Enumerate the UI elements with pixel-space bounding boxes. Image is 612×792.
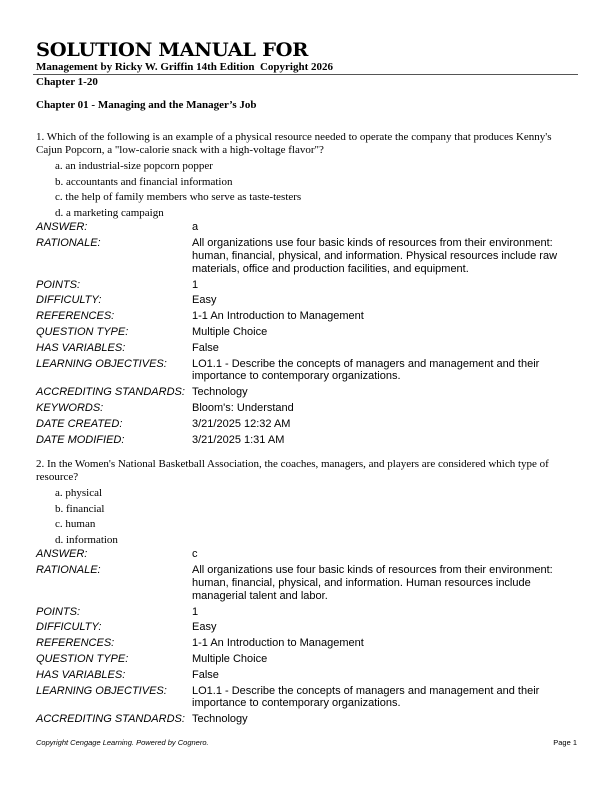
question-text: 2. In the Women's National Basketball Association, the coaches, managers, and players are considered which type of resource?	[36, 458, 549, 483]
choice-a: a. an industrial-size popcorn popper	[55, 160, 213, 172]
question-metadata	[36, 221, 576, 446]
choice-b: b. accountants and financial information	[55, 175, 233, 188]
chapter-range: Chapter 1-20	[36, 76, 98, 88]
choice-d: d. a marketing campaign	[55, 206, 164, 219]
meta-accrediting-standards: ACCREDITING STANDARDS: Technology	[36, 386, 248, 399]
meta-question-type: QUESTION TYPE: Multiple Choice	[36, 325, 268, 338]
meta-rationale: RATIONALE: All organizations use four basic kinds of resources from their environment: human, financial, physical, and information. Physical resources include raw materials, office and production facilities, and equipment.	[36, 237, 558, 275]
meta-has-variables: HAS VARIABLES: False	[36, 668, 219, 681]
question-1	[36, 131, 576, 446]
meta-references: REFERENCES: 1-1 An Introduction to Management	[36, 637, 364, 650]
meta-question-type: QUESTION TYPE: Multiple Choice	[36, 652, 268, 665]
meta-learning-objectives: LEARNING OBJECTIVES: LO1.1 - Describe the concepts of managers and management and their importance to contemporary organizations.	[36, 684, 540, 710]
meta-difficulty: DIFFICULTY: Easy	[36, 294, 217, 307]
meta-has-variables: HAS VARIABLES: False	[36, 341, 219, 354]
header-rule	[33, 74, 578, 75]
meta-accrediting-standards: ACCREDITING STANDARDS: Technology	[36, 713, 248, 726]
choice-c: c. human	[55, 518, 96, 531]
meta-learning-objectives: LEARNING OBJECTIVES: LO1.1 - Describe the concepts of managers and management and their importance to contemporary organizations.	[36, 357, 540, 383]
question-2	[36, 458, 576, 726]
choice-b: b. financial	[55, 502, 105, 515]
meta-keywords: KEYWORDS: Bloom's: Understand	[36, 401, 294, 414]
page-number: Page 1	[553, 738, 577, 747]
answer-choices	[36, 486, 576, 548]
chapter-title: Chapter 01 - Managing and the Manager’s Job	[36, 99, 257, 111]
meta-date-modified: DATE MODIFIED: 3/21/2025 1:31 AM	[36, 433, 285, 446]
meta-answer: ANSWER: a	[36, 221, 199, 234]
meta-answer: ANSWER: c	[36, 548, 198, 561]
footer-copyright: Copyright Cengage Learning. Powered by Cognero.	[36, 738, 209, 747]
question-metadata	[36, 548, 576, 726]
meta-references: REFERENCES: 1-1 An Introduction to Management	[36, 310, 364, 323]
question-text: 1. Which of the following is an example of a physical resource needed to operate the company that produces Kenny's Cajun Popcorn, a "low-calorie snack with a high-voltage flavor"?	[36, 131, 552, 156]
answer-choices	[36, 159, 576, 221]
meta-date-created: DATE CREATED: 3/21/2025 12:32 AM	[36, 417, 291, 430]
choice-c: c. the help of family members who serve as taste-testers	[55, 191, 302, 204]
meta-points: POINTS: 1	[36, 605, 199, 618]
meta-rationale: RATIONALE: All organizations use four basic kinds of resources from their environment: human, financial, physical, and information. Human resources include managerial talent and labor.	[36, 564, 553, 602]
choice-d: d. information	[55, 533, 118, 546]
choice-a: a. physical	[55, 487, 103, 499]
meta-points: POINTS: 1	[36, 278, 199, 291]
meta-difficulty: DIFFICULTY: Easy	[36, 621, 217, 634]
document-subtitle: Management by Ricky W. Griffin 14th Edition Copyright 2026	[36, 61, 334, 73]
document-title: SOLUTION MANUAL FOR	[36, 39, 309, 61]
